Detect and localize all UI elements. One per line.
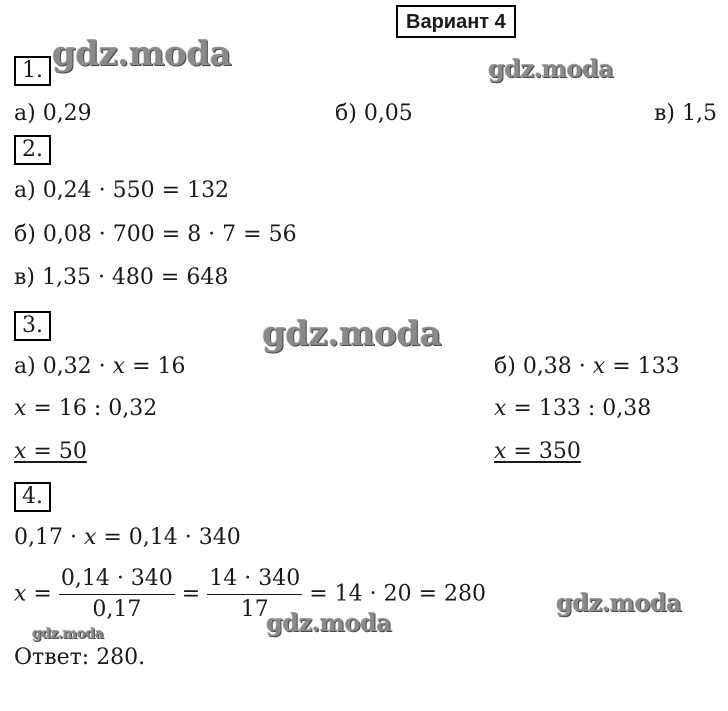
task-1-answer-b: б) 0,05 <box>335 101 413 126</box>
watermark-logo: gdz.moda <box>266 608 392 637</box>
fraction-1: $\frac{0,14 \cdot 340}{0,17}$ <box>60 566 173 622</box>
watermark-logo: gdz.moda <box>262 314 442 354</box>
task-3b-result: x = 350 <box>494 439 581 464</box>
task-1-number: 1. <box>14 56 51 86</box>
watermark-logo: gdz.moda <box>556 588 682 617</box>
task-3a-result: x = 50 <box>14 439 87 464</box>
task-3a-equation: а) 0,32 · x = 16 <box>14 354 186 379</box>
task-2-line-c: в) 1,35 · 480 = 648 <box>14 265 229 290</box>
task-2-number: 2. <box>14 135 51 165</box>
task-4-answer: Ответ: 280. <box>14 645 146 670</box>
task-3b-equation: б) 0,38 · x = 133 <box>494 354 680 379</box>
task-2-line-a: а) 0,24 · 550 = 132 <box>14 178 230 203</box>
task-3a-step: x = 16 : 0,32 <box>14 396 158 421</box>
task-1-answer-c: в) 1,5 <box>654 101 717 126</box>
watermark-logo: gdz.moda <box>52 34 232 74</box>
task-3b-step: x = 133 : 0,38 <box>494 396 652 421</box>
task-4-number: 4. <box>14 482 51 512</box>
fraction-2: $\frac{14 \cdot 340}{17}$ <box>209 566 301 622</box>
task-4-equation: 0,17 · x = 0,14 · 340 <box>14 525 241 550</box>
task-1-answer-a: а) 0,29 <box>14 101 92 126</box>
watermark-logo: gdz.moda <box>32 626 104 642</box>
variant-title: Вариант 4 <box>396 5 516 38</box>
task-4-fraction-line: x = $\frac{0,14 \cdot 340}{0,17}$ = $\frac{14 \cdot 340}{17}$ = 14 · 20 = 280 <box>14 564 486 625</box>
watermark-logo: gdz.moda <box>488 54 614 83</box>
task-2-line-b: б) 0,08 · 700 = 8 · 7 = 56 <box>14 222 297 247</box>
task-3-number: 3. <box>14 311 51 341</box>
